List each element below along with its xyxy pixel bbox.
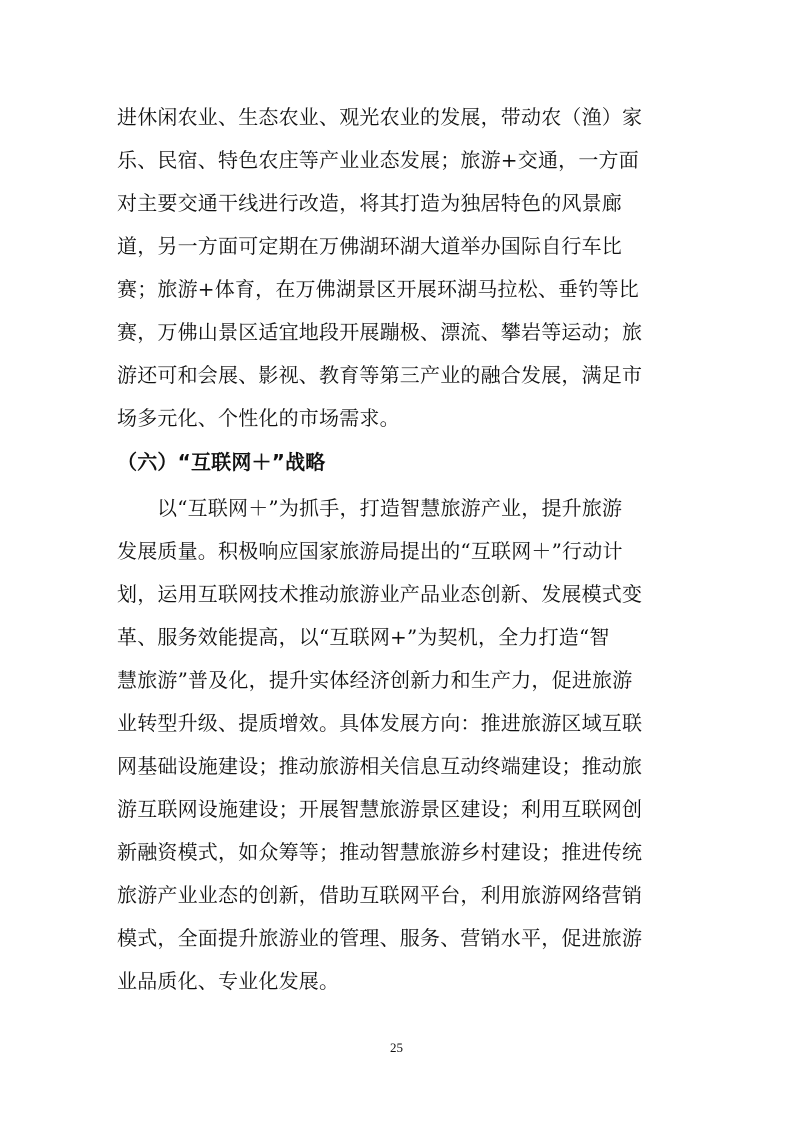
paragraph-2-line-4: 革、服务效能提高，以“互联网+”为契机，全力打造“智: [117, 625, 610, 649]
paragraph-2-line-1: 以“互联网＋”为抓手，打造智慧旅游产业，提升旅游: [157, 496, 623, 520]
paragraph-1-line-8: 场多元化、个性化的市场需求。: [117, 406, 400, 430]
page-number: 25: [390, 1040, 403, 1055]
paragraph-1-line-6: 赛，万佛山景区适宜地段开展蹦极、漂流、攀岩等运动；旅: [117, 320, 643, 344]
paragraph-1-line-7: 游还可和会展、影视、教育等第三产业的融合发展，满足市: [117, 363, 643, 387]
paragraph-1-line-2: 乐、民宿、特色农庄等产业业态发展；旅游+交通，一方面: [117, 148, 639, 172]
section-heading: （六）“互联网＋”战略: [117, 450, 326, 474]
paragraph-2-line-10: 旅游产业业态的创新，借助互联网平台，利用旅游网络营销: [117, 883, 643, 907]
paragraph-1-line-3: 对主要交通干线进行改造，将其打造为独居特色的风景廊: [117, 191, 622, 215]
paragraph-2-line-7: 网基础设施建设；推动旅游相关信息互动终端建设；推动旅: [117, 754, 643, 778]
paragraph-1-line-5: 赛；旅游+体育，在万佛湖景区开展环湖马拉松、垂钓等比: [117, 277, 639, 301]
paragraph-1-line-1: 进休闲农业、生态农业、观光农业的发展，带动农（渔）家: [117, 105, 643, 129]
paragraph-2-line-6: 业转型升级、提质增效。具体发展方向：推进旅游区域互联: [117, 711, 643, 735]
paragraph-2-line-3: 划，运用互联网技术推动旅游业产品业态创新、发展模式变: [117, 582, 643, 606]
paragraph-2-line-5: 慧旅游”普及化，提升实体经济创新力和生产力，促进旅游: [117, 668, 633, 692]
paragraph-1-line-4: 道，另一方面可定期在万佛湖环湖大道举办国际自行车比: [117, 234, 622, 258]
paragraph-2-line-2: 发展质量。积极响应国家旅游局提出的“互联网＋”行动计: [117, 539, 623, 563]
paragraph-2-line-11: 模式，全面提升旅游业的管理、服务、营销水平，促进旅游: [117, 926, 643, 950]
paragraph-2-line-8: 游互联网设施建设；开展智慧旅游景区建设；利用互联网创: [117, 797, 643, 821]
paragraph-2-line-9: 新融资模式，如众筹等；推动智慧旅游乡村建设；推进传统: [117, 840, 643, 864]
paragraph-2-line-12: 业品质化、专业化发展。: [117, 969, 340, 993]
